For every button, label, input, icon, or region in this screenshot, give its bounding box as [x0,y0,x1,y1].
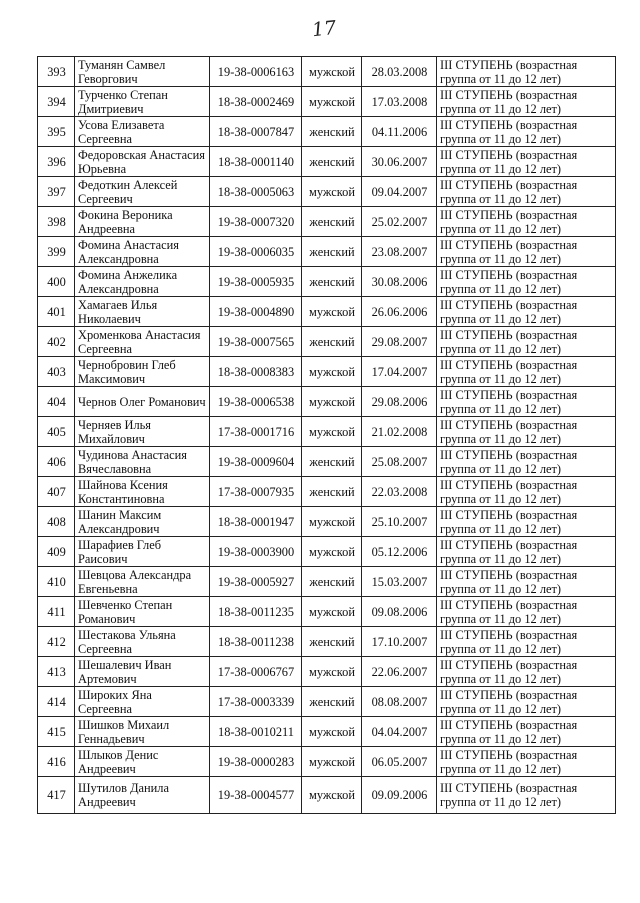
table-body [38,57,616,814]
registration-id: 19-38-0000283 [210,747,302,777]
birth-date: 25.10.2007 [362,507,437,537]
row-number: 412 [38,627,75,657]
age-category: III СТУПЕНЬ (возрастная группа от 11 до 12 лет) [437,537,616,567]
full-name: Фокина Вероника Андреевна [75,207,210,237]
registration-id: 17-38-0001716 [210,417,302,447]
gender: женский [302,267,362,297]
registration-id: 18-38-0002469 [210,87,302,117]
gender: мужской [302,657,362,687]
table-row [38,57,616,87]
full-name: Хроменкова Анастасия Сергеевна [75,327,210,357]
age-category: III СТУПЕНЬ (возрастная группа от 11 до 12 лет) [437,597,616,627]
gender: женский [302,207,362,237]
row-number: 407 [38,477,75,507]
birth-date: 15.03.2007 [362,567,437,597]
registration-id: 18-38-0005063 [210,177,302,207]
full-name: Шлыков Денис Андреевич [75,747,210,777]
birth-date: 09.04.2007 [362,177,437,207]
birth-date: 30.08.2006 [362,267,437,297]
row-number: 398 [38,207,75,237]
birth-date: 04.04.2007 [362,717,437,747]
full-name: Шишков Михаил Геннадьевич [75,717,210,747]
age-category: III СТУПЕНЬ (возрастная группа от 11 до 12 лет) [437,477,616,507]
birth-date: 26.06.2006 [362,297,437,327]
age-category: III СТУПЕНЬ (возрастная группа от 11 до 12 лет) [437,447,616,477]
gender: женский [302,327,362,357]
gender: мужской [302,507,362,537]
table-row [38,477,616,507]
gender: мужской [302,177,362,207]
table-row [38,327,616,357]
age-category: III СТУПЕНЬ (возрастная группа от 11 до 12 лет) [437,507,616,537]
registration-id: 19-38-0004890 [210,297,302,327]
gender: женский [302,447,362,477]
full-name: Черняев Илья Михайлович [75,417,210,447]
age-category: III СТУПЕНЬ (возрастная группа от 11 до 12 лет) [437,207,616,237]
birth-date: 04.11.2006 [362,117,437,147]
registration-id: 19-38-0004577 [210,777,302,814]
age-category: III СТУПЕНЬ (возрастная группа от 11 до 12 лет) [437,747,616,777]
birth-date: 09.09.2006 [362,777,437,814]
gender: женский [302,237,362,267]
age-category: III СТУПЕНЬ (возрастная группа от 11 до 12 лет) [437,657,616,687]
table-row [38,657,616,687]
registration-id: 18-38-0001947 [210,507,302,537]
full-name: Шанин Максим Александрович [75,507,210,537]
birth-date: 29.08.2006 [362,387,437,417]
registration-id: 18-38-0008383 [210,357,302,387]
age-category: III СТУПЕНЬ (возрастная группа от 11 до 12 лет) [437,177,616,207]
table-row [38,417,616,447]
table-row [38,447,616,477]
row-number: 402 [38,327,75,357]
participants-table [37,56,616,814]
registration-id: 19-38-0006035 [210,237,302,267]
birth-date: 23.08.2007 [362,237,437,267]
age-category: III СТУПЕНЬ (возрастная группа от 11 до 12 лет) [437,387,616,417]
full-name: Шевченко Степан Романович [75,597,210,627]
row-number: 396 [38,147,75,177]
full-name: Усова Елизавета Сергеевна [75,117,210,147]
table-row [38,627,616,657]
full-name: Шевцова Александра Евгеньевна [75,567,210,597]
registration-id: 19-38-0005935 [210,267,302,297]
gender: мужской [302,777,362,814]
birth-date: 05.12.2006 [362,537,437,567]
registration-id: 18-38-0011235 [210,597,302,627]
full-name: Шутилов Данила Андреевич [75,777,210,814]
page-number: 17 [310,16,338,42]
row-number: 413 [38,657,75,687]
registration-id: 19-38-0007565 [210,327,302,357]
full-name: Фомина Анжелика Александровна [75,267,210,297]
full-name: Хамагаев Илья Николаевич [75,297,210,327]
row-number: 411 [38,597,75,627]
age-category: III СТУПЕНЬ (возрастная группа от 11 до 12 лет) [437,267,616,297]
birth-date: 17.04.2007 [362,357,437,387]
gender: женский [302,567,362,597]
table-row [38,237,616,267]
table-row [38,777,616,814]
age-category: III СТУПЕНЬ (возрастная группа от 11 до 12 лет) [437,237,616,267]
registration-id: 18-38-0001140 [210,147,302,177]
registration-id: 19-38-0006163 [210,57,302,87]
full-name: Шешалевич Иван Артемович [75,657,210,687]
age-category: III СТУПЕНЬ (возрастная группа от 11 до 12 лет) [437,687,616,717]
gender: женский [302,147,362,177]
table-row [38,747,616,777]
birth-date: 06.05.2007 [362,747,437,777]
table-row [38,357,616,387]
registration-id: 18-38-0010211 [210,717,302,747]
age-category: III СТУПЕНЬ (возрастная группа от 11 до 12 лет) [437,117,616,147]
gender: мужской [302,57,362,87]
gender: мужской [302,297,362,327]
birth-date: 25.02.2007 [362,207,437,237]
table-row [38,717,616,747]
registration-id: 18-38-0007847 [210,117,302,147]
gender: мужской [302,747,362,777]
registration-id: 18-38-0011238 [210,627,302,657]
table-row [38,147,616,177]
birth-date: 17.03.2008 [362,87,437,117]
birth-date: 22.03.2008 [362,477,437,507]
row-number: 410 [38,567,75,597]
age-category: III СТУПЕНЬ (возрастная группа от 11 до 12 лет) [437,777,616,814]
table-row [38,297,616,327]
registration-id: 19-38-0005927 [210,567,302,597]
full-name: Фомина Анастасия Александровна [75,237,210,267]
age-category: III СТУПЕНЬ (возрастная группа от 11 до 12 лет) [437,357,616,387]
row-number: 415 [38,717,75,747]
row-number: 416 [38,747,75,777]
row-number: 414 [38,687,75,717]
table-row [38,207,616,237]
row-number: 408 [38,507,75,537]
registration-id: 19-38-0003900 [210,537,302,567]
full-name: Туманян Самвел Геворгович [75,57,210,87]
age-category: III СТУПЕНЬ (возрастная группа от 11 до 12 лет) [437,327,616,357]
row-number: 399 [38,237,75,267]
full-name: Широких Яна Сергеевна [75,687,210,717]
full-name: Чернобровин Глеб Максимович [75,357,210,387]
gender: мужской [302,87,362,117]
row-number: 393 [38,57,75,87]
table-row [38,177,616,207]
registration-id: 19-38-0006538 [210,387,302,417]
row-number: 417 [38,777,75,814]
gender: женский [302,627,362,657]
row-number: 401 [38,297,75,327]
birth-date: 21.02.2008 [362,417,437,447]
full-name: Турченко Степан Дмитриевич [75,87,210,117]
full-name: Чудинова Анастасия Вячеславовна [75,447,210,477]
table-row [38,387,616,417]
age-category: III СТУПЕНЬ (возрастная группа от 11 до 12 лет) [437,57,616,87]
gender: женский [302,687,362,717]
registration-id: 17-38-0007935 [210,477,302,507]
row-number: 403 [38,357,75,387]
age-category: III СТУПЕНЬ (возрастная группа от 11 до 12 лет) [437,87,616,117]
age-category: III СТУПЕНЬ (возрастная группа от 11 до 12 лет) [437,717,616,747]
gender: мужской [302,717,362,747]
age-category: III СТУПЕНЬ (возрастная группа от 11 до 12 лет) [437,627,616,657]
registration-id: 17-38-0003339 [210,687,302,717]
birth-date: 08.08.2007 [362,687,437,717]
birth-date: 28.03.2008 [362,57,437,87]
birth-date: 09.08.2006 [362,597,437,627]
full-name: Шарафиев Глеб Раисович [75,537,210,567]
row-number: 397 [38,177,75,207]
birth-date: 22.06.2007 [362,657,437,687]
table-row [38,507,616,537]
full-name: Федоткин Алексей Сергеевич [75,177,210,207]
full-name: Шестакова Ульяна Сергеевна [75,627,210,657]
table-row [38,567,616,597]
registration-id: 17-38-0006767 [210,657,302,687]
full-name: Шайнова Ксения Константиновна [75,477,210,507]
registration-id: 19-38-0007320 [210,207,302,237]
birth-date: 25.08.2007 [362,447,437,477]
table-row [38,267,616,297]
full-name: Чернов Олег Романович [75,387,210,417]
birth-date: 30.06.2007 [362,147,437,177]
gender: мужской [302,597,362,627]
gender: женский [302,477,362,507]
gender: мужской [302,417,362,447]
table-row [38,117,616,147]
registration-id: 19-38-0009604 [210,447,302,477]
table-row [38,687,616,717]
row-number: 394 [38,87,75,117]
full-name: Федоровская Анастасия Юрьевна [75,147,210,177]
birth-date: 17.10.2007 [362,627,437,657]
row-number: 409 [38,537,75,567]
birth-date: 29.08.2007 [362,327,437,357]
row-number: 395 [38,117,75,147]
row-number: 406 [38,447,75,477]
gender: женский [302,117,362,147]
gender: мужской [302,357,362,387]
row-number: 405 [38,417,75,447]
table-row [38,597,616,627]
table-row [38,537,616,567]
age-category: III СТУПЕНЬ (возрастная группа от 11 до 12 лет) [437,297,616,327]
age-category: III СТУПЕНЬ (возрастная группа от 11 до 12 лет) [437,417,616,447]
age-category: III СТУПЕНЬ (возрастная группа от 11 до 12 лет) [437,567,616,597]
gender: мужской [302,387,362,417]
gender: мужской [302,537,362,567]
row-number: 400 [38,267,75,297]
row-number: 404 [38,387,75,417]
table-row [38,87,616,117]
age-category: III СТУПЕНЬ (возрастная группа от 11 до 12 лет) [437,147,616,177]
